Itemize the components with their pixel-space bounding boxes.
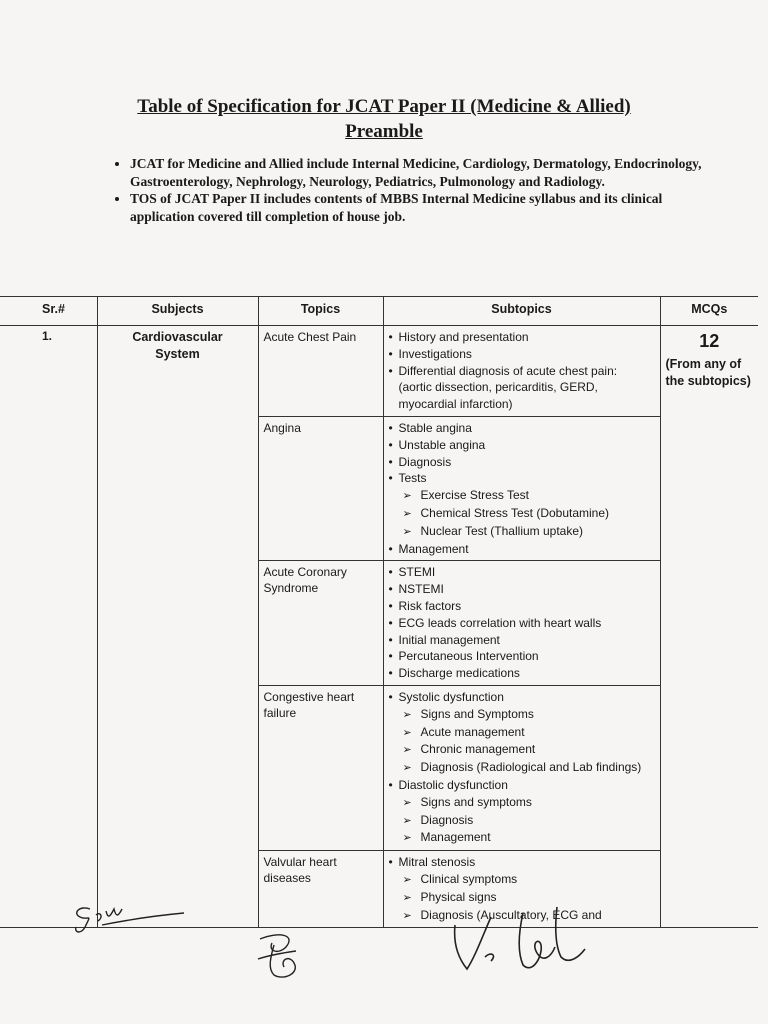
subtopic-subitem: ➢ Signs and Symptoms	[389, 706, 655, 724]
subtopics-cell	[383, 326, 660, 417]
subtopics-cell	[383, 685, 660, 850]
row-subject	[97, 326, 258, 928]
subtopic-subitem: ➢ Signs and symptoms	[389, 794, 655, 812]
subtopic-subitem: ➢ Management	[389, 829, 655, 847]
subtopic-item: • Tests	[389, 470, 655, 487]
topic-cell: Angina	[258, 416, 383, 560]
subtopics-cell	[383, 561, 660, 686]
subtopic-item: • Discharge medications	[389, 665, 655, 682]
specification-table	[0, 296, 758, 928]
subtopic-item: • Stable angina	[389, 420, 655, 437]
title-line-1: Table of Specification for JCAT Paper II (Medicine & Allied)	[137, 96, 631, 117]
subtopic-subitem: ➢ Exercise Stress Test	[389, 487, 655, 505]
topic-cell: Valvular heart diseases	[258, 851, 383, 928]
header-mcqs: MCQs	[660, 297, 758, 326]
subtopic-subitem: ➢ Clinical symptoms	[389, 871, 655, 889]
subtopic-continued: myocardial infarction)	[398, 397, 513, 412]
subtopics-cell	[383, 416, 660, 560]
subtopic-item: • Unstable angina	[389, 437, 655, 454]
signature-3	[445, 895, 615, 985]
subtopic-item: • STEMI	[389, 564, 655, 581]
row-sr: 1.	[0, 326, 97, 928]
subtopic-item: • Investigations	[389, 346, 655, 363]
subtopic-item: • Risk factors	[389, 598, 655, 615]
subtopic-item: • Diastolic dysfunction	[389, 777, 655, 794]
subtopic-subitem: ➢ Acute management	[389, 724, 655, 742]
subtopic-subitem: ➢ Diagnosis (Radiological and Lab findings)	[389, 759, 655, 777]
subtopic-subitem: ➢ Diagnosis (Auscultatory, ECG and	[389, 907, 655, 925]
topic-cell: Congestive heart failure	[258, 685, 383, 850]
subtopic-item: • Initial management	[389, 632, 655, 649]
mcq-count: 12	[699, 331, 720, 351]
header-subjects: Subjects	[97, 297, 258, 326]
subject-name: Cardiovascular System	[132, 330, 223, 361]
subtopic-subitem: ➢ Chronic management	[389, 741, 655, 759]
document-title	[0, 94, 768, 144]
header-subtopics: Subtopics	[383, 297, 660, 326]
subtopic-item: • Mitral stenosis	[389, 854, 655, 871]
topic-cell: Acute Chest Pain	[258, 326, 383, 417]
subtopic-subitem: ➢ Diagnosis	[389, 812, 655, 830]
signature-2	[250, 925, 320, 985]
mcq-note: (From any of the subtopics)	[665, 357, 751, 388]
subtopic-item: • History and presentation	[389, 329, 655, 346]
preamble-item: • JCAT for Medicine and Allied include Internal Medicine, Cardiology, Dermatology, Endocrinology, Gastroenterology, Nephrology, Neurology, Pediatrics, Pulmonology and Radiology.	[130, 155, 702, 190]
preamble-list	[108, 155, 702, 225]
table-row	[0, 326, 758, 417]
subtopic-item: • Differential diagnosis of acute chest pain:	[389, 363, 655, 380]
subtopic-subitem: ➢ Nuclear Test (Thallium uptake)	[389, 523, 655, 541]
subtopic-item: • NSTEMI	[389, 581, 655, 598]
row-mcqs	[660, 326, 758, 928]
subtopic-subitem: ➢ Chemical Stress Test (Dobutamine)	[389, 505, 655, 523]
subtopic-continued: (aortic dissection, pericarditis, GERD,	[398, 380, 598, 395]
header-topics: Topics	[258, 297, 383, 326]
table-header-row	[0, 297, 758, 326]
subtopic-item: • Diagnosis	[389, 454, 655, 471]
preamble-item: • TOS of JCAT Paper II includes contents of MBBS Internal Medicine syllabus and its clinical application covered till completion of house job.	[130, 190, 702, 225]
subtopic-item: • Percutaneous Intervention	[389, 648, 655, 665]
subtopic-item: • Management	[389, 541, 655, 558]
header-sr: Sr.#	[0, 297, 97, 326]
topic-cell: Acute Coronary Syndrome	[258, 561, 383, 686]
subtopic-item: • Systolic dysfunction	[389, 689, 655, 706]
subtopic-item: • ECG leads correlation with heart walls	[389, 615, 655, 632]
subtopic-subitem: ➢ Physical signs	[389, 889, 655, 907]
title-line-2: Preamble	[345, 121, 423, 142]
signature-1	[62, 895, 192, 945]
